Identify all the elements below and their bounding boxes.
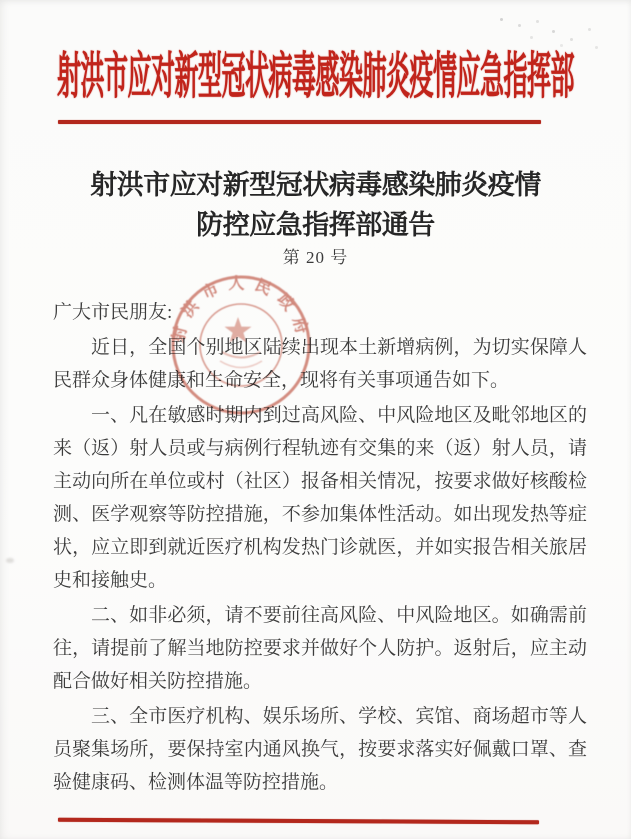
seal-emblem-arc — [222, 352, 260, 358]
document-title-line2: 防控应急指挥部通告 — [196, 210, 435, 240]
body-paragraph: 三、全市医疗机构、娱乐场所、学校、宾馆、商场超市等人员聚集场所，要保持室内通风换气，按要求落实好佩戴口罩、查验健康码、检测体温等防控措施。 — [53, 706, 587, 793]
document-title-line1: 射洪市应对新型冠状病毒感染肺炎疫情 — [90, 170, 541, 200]
red-banner-header — [0, 0, 631, 150]
body-paragraph: 二、如非必须，请不要前往高风险、中风险地区。如确需前往，请提前了解当地防控要求并做好个人防护。返射后，应主动配合做好相关防控措施。 — [53, 605, 587, 692]
seal-text: 射洪市人民政府 — [170, 275, 312, 345]
government-seal-stamp — [166, 272, 316, 422]
seal-star-icon — [225, 317, 252, 343]
issuing-authority-banner: 射洪市应对新型冠状病毒感染肺炎疫情应急指挥部 — [57, 49, 574, 106]
seal-emblem-arc2 — [220, 361, 262, 368]
scan-noise-smudge — [6, 558, 14, 563]
seal-inner-ring — [200, 304, 282, 386]
body-paragraph: 近日，全国个别地区陆续出现本土新增病例，为切实保障人民群众身体健康和生命安全，现将有关事项通告如下。 — [53, 337, 587, 391]
footer-divider-rule — [58, 818, 539, 825]
salutation: 广大市民朋友: — [53, 302, 173, 323]
paragraph-list — [53, 331, 587, 799]
document-number: 第 20 号 — [282, 248, 349, 267]
header-divider-rule — [58, 120, 541, 124]
scan-noise-speckle — [500, 18, 503, 21]
notice-body — [53, 296, 587, 799]
document-title — [0, 165, 631, 245]
body-paragraph: 一、凡在敏感时期内到过高风险、中风险地区及毗邻地区的来（返）射人员或与病例行程轨迹有交集的来（返）射人员，请主动向所在单位或村（社区）报备相关情况，按要求做好核酸检测、医学观察等防控措施，不参加集体性活动。如出现发热等症状，应立即到就近医疗机构发热门诊就医，并如实报告相关旅居史和接触史。 — [53, 405, 587, 591]
